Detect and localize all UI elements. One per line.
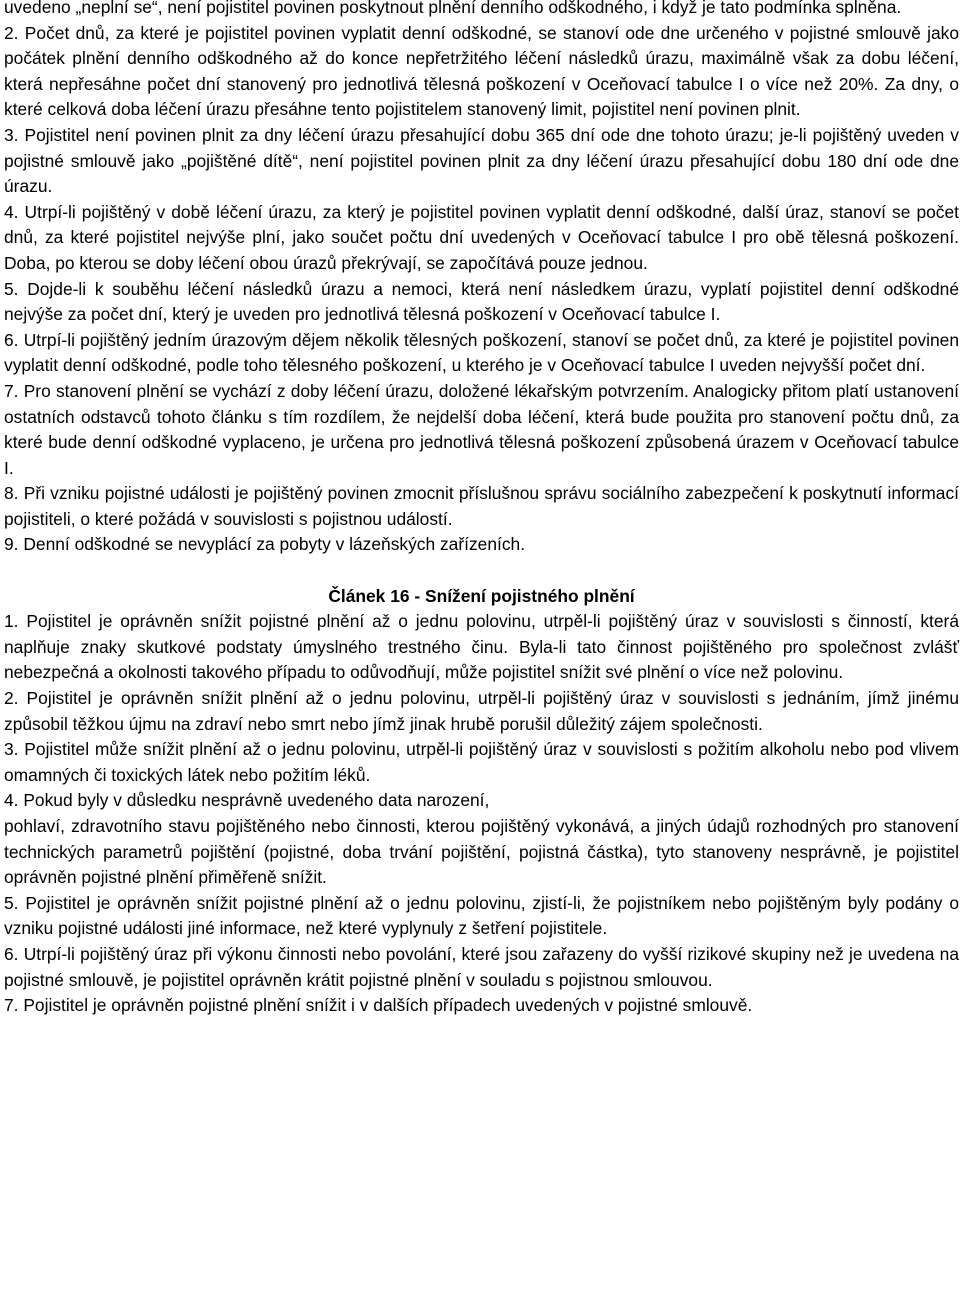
article-16-paragraph-7: 7. Pojistitel je oprávněn pojistné plnění snížit i v dalších případech uvedených v pojistné smlouvě. bbox=[4, 995, 753, 1016]
intro-paragraph: uvedeno „neplní se“, není pojistitel povinen poskytnout plnění denního odškodného, i když je tato podmínka splněna. bbox=[4, 0, 902, 17]
blank-line bbox=[4, 558, 959, 584]
article-15-paragraph-7: 7. Pro stanovení plnění se vychází z doby léčení úrazu, doložené lékařským potvrzením. Analogicky přitom platí ustanovení ostatních odstavců tohoto článku s tím rozdílem, že nejdelší doba léčení, která bude použita pro stanovení počtu dnů, za které bude denní odškodné vyplaceno, je určena pro jednotlivá tělesná poškození způsobená úrazem v Oceňovací tabulce I. bbox=[4, 380, 959, 478]
article-16-paragraph-4-continuation: pohlaví, zdravotního stavu pojištěného nebo činnosti, kterou pojištěný vykonává, a jiných údajů rozhodných pro stanovení technických parametrů pojištění (pojistné, doba trvání pojištění, pojistná částka), tyto stanoveny nesprávně, je pojistitel oprávněn pojistné plnění přiměřeně snížit. bbox=[4, 816, 959, 888]
document-page bbox=[4, 0, 959, 1019]
article-15-paragraph-4: 4. Utrpí-li pojištěný v době léčení úrazu, za který je pojistitel povinen vyplatit denní odškodné, další úraz, stanoví se počet dnů, za které pojistitel nejvýše plní, jako součet počtu dní uvedených v Oceňovací tabulce I pro obě tělesná poškození. Doba, po kterou se doby léčení obou úrazů překrývají, se započítává pouze jednou. bbox=[4, 201, 959, 273]
article-16-paragraph-6: 6. Utrpí-li pojištěný úraz při výkonu činnosti nebo povolání, které jsou zařazeny do vyšší rizikové skupiny než je uvedena na pojistné smlouvě, je pojistitel oprávněn krátit pojistné plnění v souladu s pojistnou smlouvou. bbox=[4, 943, 959, 990]
article-15-paragraph-6: 6. Utrpí-li pojištěný jedním úrazovým dějem několik tělesných poškození, stanoví se počet dnů, za které je pojistitel povinen vyplatit denní odškodné, podle toho tělesného poškození, u kterého je v Oceňovací tabulce I uveden nejvyšší počet dní. bbox=[4, 329, 959, 376]
article-16-paragraph-3: 3. Pojistitel může snížit plnění až o jednu polovinu, utrpěl-li pojištěný úraz v souvislosti s požitím alkoholu nebo pod vlivem omamných či toxických látek nebo požitím léků. bbox=[4, 739, 959, 785]
article-15-paragraph-8: 8. Při vzniku pojistné události je pojištěný povinen zmocnit příslušnou správu sociálního zabezpečení k poskytnutí informací pojistiteli, o které požádá v souvislosti s pojistnou událostí. bbox=[4, 483, 959, 529]
article-16-heading: Článek 16 - Snížení pojistného plnění bbox=[328, 585, 635, 606]
article-15-paragraph-5: 5. Dojde-li k souběhu léčení následků úrazu a nemoci, která není následkem úrazu, vyplatí pojistitel denní odškodné nejvýše za počet dní, který je uveden pro jednotlivá tělesná poškození v Oceňovací tabulce I. bbox=[4, 278, 959, 325]
article-15-paragraph-9: 9. Denní odškodné se nevyplácí za pobyty v lázeňských zařízeních. bbox=[4, 534, 526, 555]
article-16-paragraph-5: 5. Pojistitel je oprávněn snížit pojistné plnění až o jednu polovinu, zjistí-li, že pojistníkem nebo pojištěným byly podány o vzniku pojistné události jiné informace, než které vyplynuly z šetření pojistitele. bbox=[4, 892, 959, 939]
article-15-paragraph-3: 3. Pojistitel není povinen plnit za dny léčení úrazu přesahující dobu 365 dní ode dne tohoto úrazu; je-li pojištěný uveden v pojistné smlouvě jako „pojištěné dítě“, není pojistitel povinen plnit za dny léčení úrazu přesahující dobu 180 dní ode dne úrazu. bbox=[4, 124, 959, 197]
article-16-paragraph-1: 1. Pojistitel je oprávněn snížit pojistné plnění až o jednu polovinu, utrpěl-li pojištěný úraz v souvislosti s činností, která naplňuje znaky skutkové podstaty úmyslného trestného činu. Byla-li tato činnost pojištěného pro společnost zvlášť nebezpečná a okolnosti takového případu to odůvodňují, může pojistitel snížit své plnění o více než polovinu. bbox=[4, 611, 959, 683]
article-15-paragraph-2: 2. Počet dnů, za které je pojistitel povinen vyplatit denní odškodné, se stanoví ode dne určeného v pojistné smlouvě jako počátek plnění denního odškodného až do konce nepřetržitého léčení následků úrazu, maximálně však za dobu léčení, která nepřesáhne počet dní stanovený pro jednotlivá tělesná poškození v Oceňovací tabulce I o více než 20%. Za dny, o které celková doba léčení úrazu přesáhne tento pojistitelem stanovený limit, pojistitel není povinen plnit. bbox=[4, 22, 959, 120]
article-16-paragraph-2: 2. Pojistitel je oprávněn snížit plnění až o jednu polovinu, utrpěl-li pojištěný úraz v souvislosti s jednáním, jímž jinému způsobil těžkou újmu na zdraví nebo smrt nebo jímž jinak hrubě porušil důležitý zájem společnosti. bbox=[4, 688, 959, 734]
article-16-paragraph-4-first-line: 4. Pokud byly v důsledku nesprávně uvedeného data narození, bbox=[4, 790, 490, 811]
